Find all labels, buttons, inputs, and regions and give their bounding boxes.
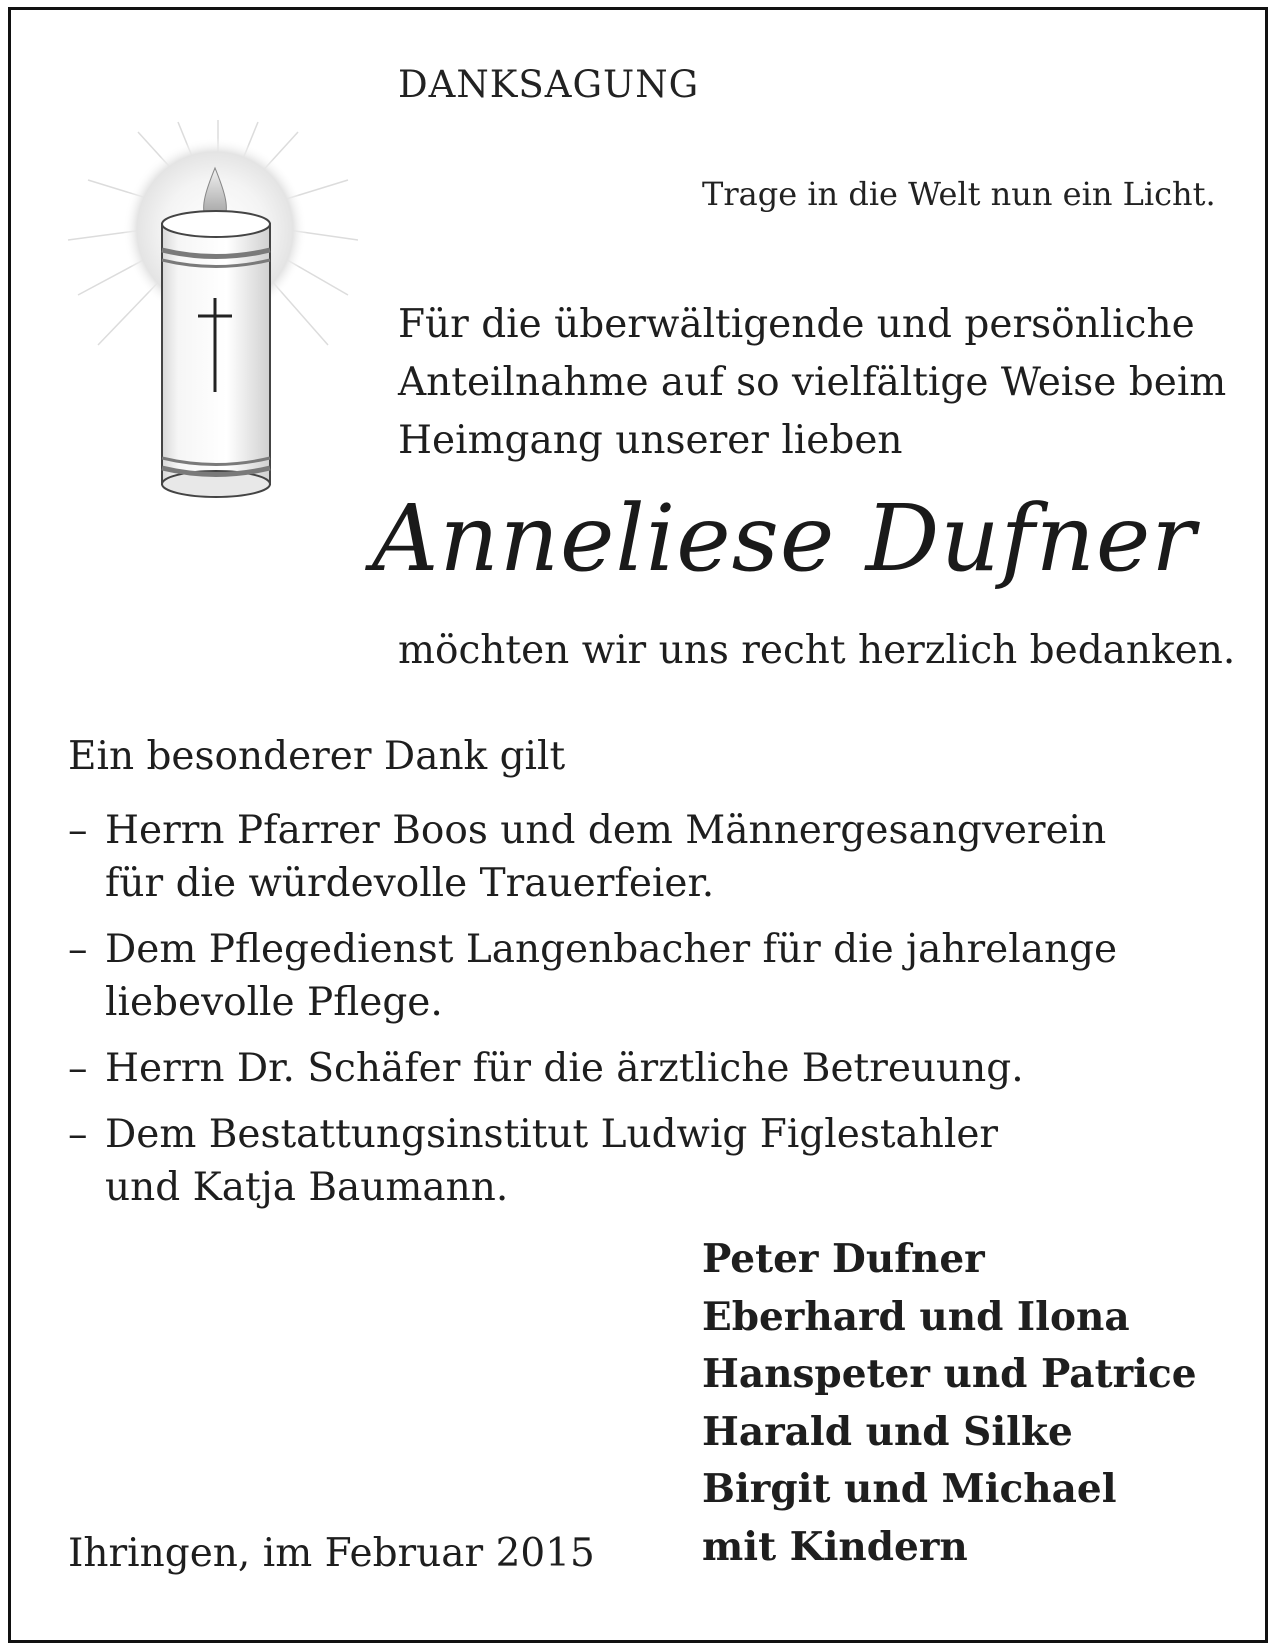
- thanks-intro: Ein besonderer Dank gilt: [68, 734, 566, 779]
- intro-text: [398, 296, 1226, 470]
- signer-name: Eberhard und Ilona: [702, 1293, 1130, 1340]
- thanks-item-line: und Katja Baumann.: [105, 1165, 509, 1210]
- signer-name: Hanspeter und Patrice: [702, 1351, 1197, 1397]
- list-dash: –: [68, 1046, 88, 1091]
- deceased-name: Anneliese Dufner: [372, 485, 1197, 592]
- thanks-item: [68, 804, 1117, 910]
- notice-heading: DANKSAGUNG: [398, 63, 700, 106]
- list-dash: –: [68, 808, 88, 853]
- closing-line: möchten wir uns recht herzlich bedanken.: [398, 628, 1236, 673]
- motto-line: Trage in die Welt nun ein Licht.: [702, 175, 1216, 213]
- thanks-item: [68, 1042, 1117, 1095]
- signer-name: mit Kindern: [702, 1523, 968, 1570]
- list-dash: –: [68, 927, 88, 972]
- intro-line: Für die überwältigende und persönliche: [398, 302, 1195, 347]
- signer-name: Peter Dufner: [702, 1236, 985, 1282]
- thanks-item: [68, 923, 1117, 1029]
- list-dash: –: [68, 1112, 88, 1157]
- signers-list: [702, 1231, 1197, 1576]
- thanks-list: [68, 804, 1117, 1227]
- thanks-item-line: Herrn Dr. Schäfer für die ärztliche Betreuung.: [105, 1046, 1024, 1091]
- candle-with-cross-icon: [58, 120, 358, 520]
- signer-name: Harald und Silke: [702, 1408, 1073, 1455]
- thanks-item-line: Dem Bestattungsinstitut Ludwig Figlestahler: [105, 1112, 999, 1157]
- thanks-item-line: liebevolle Pflege.: [105, 980, 443, 1025]
- intro-line: Anteilnahme auf so vielfältige Weise beim: [398, 360, 1227, 405]
- place-and-date: Ihringen, im Februar 2015: [68, 1531, 595, 1576]
- signer-name: Birgit und Michael: [702, 1466, 1117, 1512]
- intro-line: Heimgang unserer lieben: [398, 418, 903, 463]
- thanks-item-line: für die würdevolle Trauerfeier.: [105, 861, 715, 906]
- thanks-item: [68, 1108, 1117, 1214]
- thanks-item-line: Dem Pflegedienst Langenbacher für die jahrelange: [105, 927, 1118, 972]
- thanks-item-line: Herrn Pfarrer Boos und dem Männergesangverein: [105, 808, 1107, 853]
